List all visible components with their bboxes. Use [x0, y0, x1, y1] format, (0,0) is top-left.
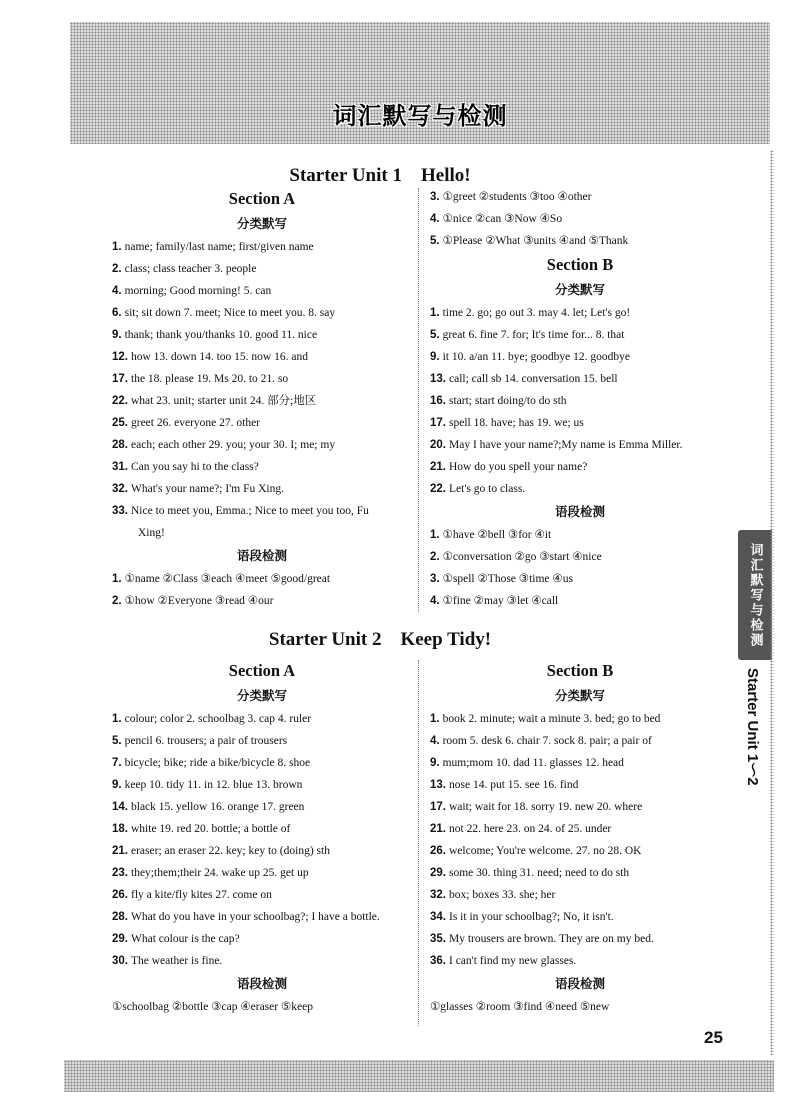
answer-text: spell 18. have; has 19. we; us [449, 417, 584, 429]
header-banner [70, 22, 770, 144]
item-number: 2. [430, 551, 440, 563]
answer-line [430, 412, 730, 434]
answer-line [430, 818, 730, 840]
answer-continuation: Xing! [138, 527, 165, 539]
unit2-title: Starter Unit 2 Keep Tidy! [268, 629, 492, 650]
answer-line [430, 324, 730, 346]
answer-line [112, 236, 412, 258]
item-number: 18. [112, 823, 128, 835]
answer-text: not 22. here 23. on 24. of 25. under [449, 823, 612, 835]
answer-line [112, 456, 412, 478]
item-number: 4. [430, 595, 440, 607]
answer-line [112, 884, 412, 906]
category-heading: 分类默写 [236, 216, 287, 231]
side-tab: 词汇默写与检测 [738, 530, 772, 660]
item-number: 12. [112, 351, 128, 363]
answer-text: call; call sb 14. conversation 15. bell [449, 373, 618, 385]
answer-line [112, 708, 412, 730]
answer-text: welcome; You're welcome. 27. no 28. OK [449, 845, 642, 857]
item-number: 5. [430, 235, 440, 247]
answer-line [430, 928, 730, 950]
item-number: 28. [112, 911, 128, 923]
item-number: 1. [430, 713, 440, 725]
answer-line [112, 840, 412, 862]
item-number: 25. [112, 417, 128, 429]
answer-text: the 18. please 19. Ms 20. to 21. so [131, 373, 289, 385]
answer-text: Nice to meet you, Emma.; Nice to meet you too, Fu [131, 505, 369, 517]
unit1-left-column [112, 186, 412, 612]
answer-text: ①how ②Everyone ③read ④our [124, 595, 274, 607]
answer-text: greet 26. everyone 27. other [131, 417, 261, 429]
answer-text: ①nice ②can ③Now ④So [442, 213, 563, 225]
item-number: 13. [430, 373, 446, 385]
answer-text: What colour is the cap? [131, 933, 240, 945]
answer-text: fly a kite/fly kites 27. come on [131, 889, 272, 901]
answer-text: thank; thank you/thanks 10. good 11. nice [124, 329, 318, 341]
answer-text: How do you spell your name? [449, 461, 588, 473]
answer-text: it 10. a/an 11. bye; goodbye 12. goodbye [442, 351, 630, 363]
answer-text: ①greet ②students ③too ④other [442, 191, 592, 203]
answer-text: box; boxes 33. she; her [449, 889, 556, 901]
answer-text: book 2. minute; wait a minute 3. bed; go to bed [442, 713, 661, 725]
answer-text: wait; wait for 18. sorry 19. new 20. where [449, 801, 643, 813]
item-number: 7. [112, 757, 122, 769]
item-number: 9. [430, 757, 440, 769]
answer-line [430, 862, 730, 884]
answer-text: ①name ②Class ③each ④meet ⑤good/great [124, 573, 331, 585]
footer-band [64, 1060, 774, 1092]
side-unit-label: Starter Unit 1～2 [744, 668, 761, 786]
item-number: 17. [112, 373, 128, 385]
answer-line [430, 346, 730, 368]
answer-text: some 30. thing 31. need; need to do sth [449, 867, 630, 879]
answer-line [430, 774, 730, 796]
answer-line [112, 434, 412, 456]
answer-line [430, 302, 730, 324]
answer-text: What's your name?; I'm Fu Xing. [131, 483, 284, 495]
answer-line [112, 906, 412, 928]
item-number: 29. [112, 933, 128, 945]
answer-line [430, 390, 730, 412]
answer-line [112, 928, 412, 950]
answer-line [430, 546, 730, 568]
answer-text: May I have your name?;My name is Emma Miller. [449, 439, 683, 451]
category-heading: 语段检测 [554, 976, 605, 991]
answer-line: ①schoolbag ②bottle ③cap ④eraser ⑤keep [112, 1001, 313, 1013]
answer-line [430, 796, 730, 818]
answer-line [112, 568, 412, 590]
item-number: 1. [430, 307, 440, 319]
answer-text: each; each other 29. you; your 30. I; me; my [131, 439, 336, 451]
unit2-left-column [112, 658, 412, 1018]
item-number: 2. [112, 595, 122, 607]
item-number: 6. [112, 307, 122, 319]
answer-text: ①conversation ②go ③start ④nice [442, 551, 602, 563]
answer-line [112, 280, 412, 302]
item-number: 1. [430, 529, 440, 541]
item-number: 14. [112, 801, 128, 813]
answer-line [112, 368, 412, 390]
answer-line [112, 390, 412, 412]
answer-text: ①spell ②Those ③time ④us [442, 573, 573, 585]
answer-text: Can you say hi to the class? [131, 461, 259, 473]
answer-line [112, 774, 412, 796]
answer-text: morning; Good morning! 5. can [124, 285, 272, 297]
unit2-right-column [430, 658, 730, 1018]
answer-line [112, 324, 412, 346]
answer-text: class; class teacher 3. people [124, 263, 257, 275]
answer-line [112, 412, 412, 434]
answer-text: Is it in your schoolbag?; No, it isn't. [449, 911, 614, 923]
answer-line [430, 840, 730, 862]
category-heading: 语段检测 [236, 548, 287, 563]
answer-text: ①fine ②may ③let ④call [442, 595, 559, 607]
answer-text: sit; sit down 7. meet; Nice to meet you. 8. say [124, 307, 336, 319]
category-heading: 语段检测 [554, 504, 605, 519]
answer-text: nose 14. put 15. see 16. find [449, 779, 579, 791]
item-number: 31. [112, 461, 128, 473]
answer-text: eraser; an eraser 22. key; key to (doing) sth [131, 845, 330, 857]
item-number: 33. [112, 505, 128, 517]
category-heading: 分类默写 [554, 688, 605, 703]
item-number: 21. [430, 461, 446, 473]
item-number: 3. [430, 573, 440, 585]
answer-line [430, 568, 730, 590]
item-number: 21. [430, 823, 446, 835]
page-number: 25 [704, 1028, 723, 1047]
item-number: 2. [112, 263, 122, 275]
answer-line [430, 208, 730, 230]
answer-line [430, 752, 730, 774]
category-heading: 分类默写 [554, 282, 605, 297]
item-number: 5. [430, 329, 440, 341]
answer-line [430, 186, 730, 208]
answer-text: Let's go to class. [449, 483, 526, 495]
answer-line [112, 590, 412, 612]
answer-text: colour; color 2. schoolbag 3. cap 4. ruler [124, 713, 312, 725]
answer-text: what 23. unit; starter unit 24. 部分;地区 [131, 395, 317, 407]
item-number: 30. [112, 955, 128, 967]
answer-text: name; family/last name; first/given name [124, 241, 314, 253]
column-divider [418, 660, 419, 1026]
answer-line [430, 590, 730, 612]
edge-pattern [770, 150, 774, 1055]
item-number: 1. [112, 241, 122, 253]
item-number: 32. [112, 483, 128, 495]
answer-text: mum;mom 10. dad 11. glasses 12. head [442, 757, 624, 769]
answer-line [430, 884, 730, 906]
answer-line [430, 434, 730, 456]
answer-text: they;them;their 24. wake up 25. get up [131, 867, 309, 879]
answer-line [112, 478, 412, 500]
answer-line [430, 708, 730, 730]
answer-text: black 15. yellow 16. orange 17. green [131, 801, 305, 813]
item-number: 20. [430, 439, 446, 451]
unit1-right-column [430, 186, 730, 612]
answer-line [112, 796, 412, 818]
answer-text: room 5. desk 6. chair 7. sock 8. pair; a pair of [442, 735, 652, 747]
answer-line [430, 478, 730, 500]
answer-line [112, 302, 412, 324]
item-number: 4. [430, 213, 440, 225]
item-number: 34. [430, 911, 446, 923]
answer-text: What do you have in your schoolbag?; I have a bottle. [131, 911, 380, 923]
item-number: 1. [112, 573, 122, 585]
answer-line [430, 368, 730, 390]
item-number: 36. [430, 955, 446, 967]
item-number: 21. [112, 845, 128, 857]
item-number: 29. [430, 867, 446, 879]
item-number: 26. [430, 845, 446, 857]
item-number: 17. [430, 801, 446, 813]
answer-text: ①Please ②What ③units ④and ⑤Thank [442, 235, 629, 247]
answer-line [112, 818, 412, 840]
answer-text: time 2. go; go out 3. may 4. let; Let's go! [442, 307, 631, 319]
answer-line [112, 500, 412, 522]
item-number: 13. [430, 779, 446, 791]
answer-text: bicycle; bike; ride a bike/bicycle 8. shoe [124, 757, 311, 769]
item-number: 5. [112, 735, 122, 747]
answer-line [112, 752, 412, 774]
item-number: 1. [112, 713, 122, 725]
answer-line [430, 230, 730, 252]
category-heading: 分类默写 [236, 688, 287, 703]
answer-line [430, 950, 730, 972]
item-number: 16. [430, 395, 446, 407]
item-number: 32. [430, 889, 446, 901]
answer-line [112, 258, 412, 280]
item-number: 9. [430, 351, 440, 363]
item-number: 28. [112, 439, 128, 451]
item-number: 17. [430, 417, 446, 429]
item-number: 9. [112, 779, 122, 791]
item-number: 22. [430, 483, 446, 495]
answer-line [430, 456, 730, 478]
answer-text: I can't find my new glasses. [449, 955, 577, 967]
answer-line [430, 524, 730, 546]
answer-text: ①have ②bell ③for ④it [442, 529, 552, 541]
item-number: 4. [430, 735, 440, 747]
answer-text: how 13. down 14. too 15. now 16. and [131, 351, 308, 363]
item-number: 35. [430, 933, 446, 945]
item-number: 22. [112, 395, 128, 407]
item-number: 23. [112, 867, 128, 879]
answer-line: ①glasses ②room ③find ④need ⑤new [430, 1001, 610, 1013]
answer-text: white 19. red 20. bottle; a bottle of [131, 823, 291, 835]
answer-text: The weather is fine. [131, 955, 223, 967]
item-number: 26. [112, 889, 128, 901]
item-number: 4. [112, 285, 122, 297]
answer-line [430, 730, 730, 752]
item-number: 3. [430, 191, 440, 203]
unit1-title: Starter Unit 1 Hello! [289, 165, 471, 186]
answer-line [430, 906, 730, 928]
answer-line [112, 346, 412, 368]
item-number: 9. [112, 329, 122, 341]
section-heading: Section B [546, 661, 614, 680]
answer-line [112, 862, 412, 884]
answer-text: My trousers are brown. They are on my bed. [449, 933, 654, 945]
answer-text: pencil 6. trousers; a pair of trousers [124, 735, 288, 747]
answer-line [112, 950, 412, 972]
category-heading: 语段检测 [236, 976, 287, 991]
banner-title: 词汇默写与检测 [332, 102, 508, 130]
section-heading: Section B [546, 255, 614, 274]
answer-text: start; start doing/to do sth [449, 395, 567, 407]
answer-text: great 6. fine 7. for; It's time for... 8. that [442, 329, 625, 341]
section-heading: Section A [228, 189, 296, 208]
answer-line [112, 730, 412, 752]
section-heading: Section A [228, 661, 296, 680]
answer-text: keep 10. tidy 11. in 12. blue 13. brown [124, 779, 303, 791]
column-divider [418, 188, 419, 612]
